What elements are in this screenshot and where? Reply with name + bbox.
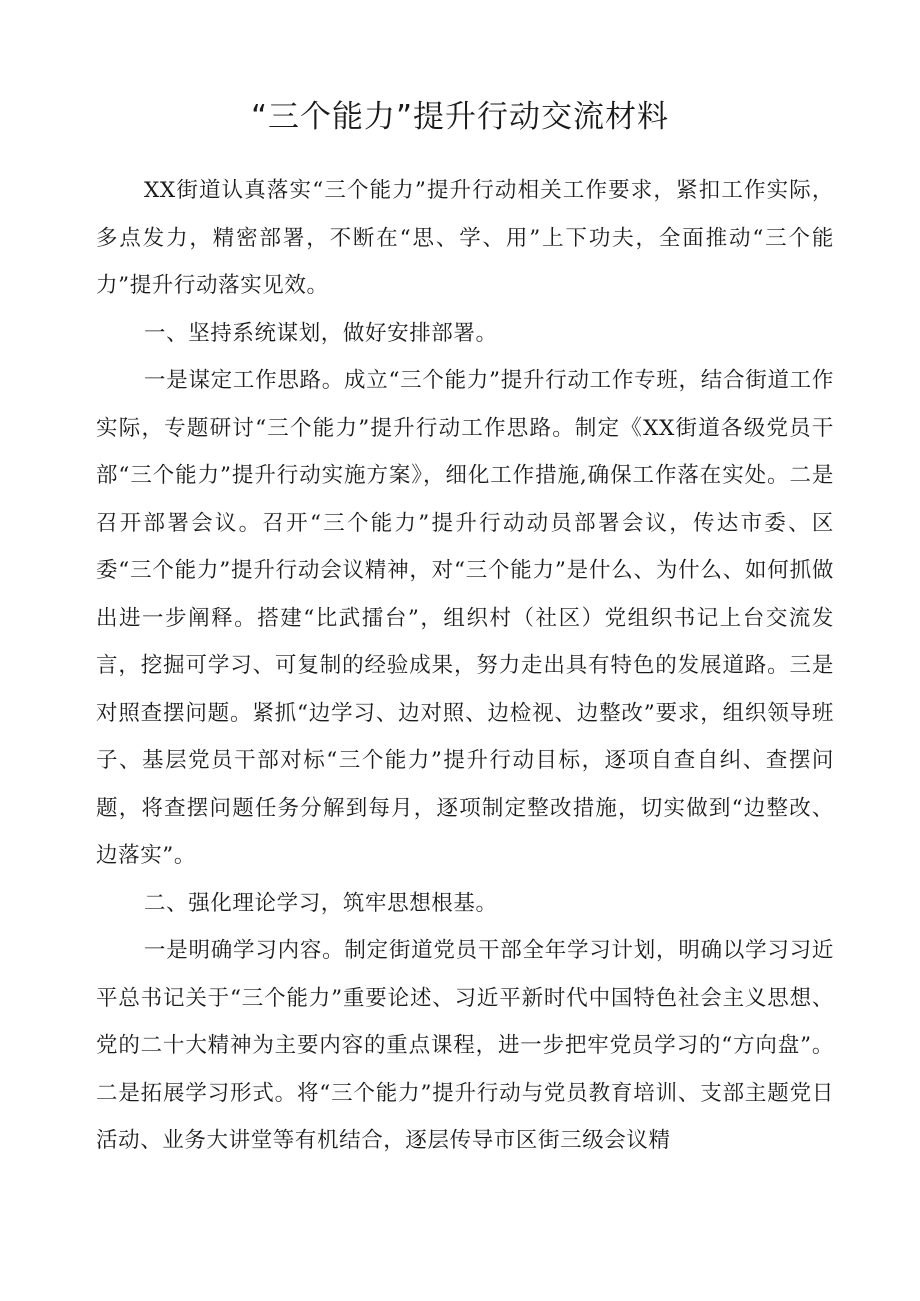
paragraph-intro: XX街道认真落实“三个能力”提升行动相关工作要求，紧扣工作实际，多点发力，精密部署，不断在“思、学、用”上下功夫，全面推动“三个能力”提升行动落实见效。	[96, 178, 834, 298]
paragraph-section-2: 一是明确学习内容。制定街道党员干部全年学习计划，明确以学习习近平总书记关于“三个能力”重要论述、习近平新时代中国特色社会主义思想、党的二十大精神为主要内容的重点课程，进一步把牢党员学习的“方向盘”。二是拓展学习形式。将“三个能力”提升行动与党员教育培训、支部主题党日活动、业务大讲堂等有机结合，逐层传导市区街三级会议精	[96, 938, 834, 1153]
document-body	[96, 167, 834, 1301]
section-heading-2: 二、强化理论学习，筑牢思想根基。	[144, 890, 498, 916]
paragraph-section-1: 一是谋定工作思路。成立“三个能力”提升行动工作专班，结合街道工作实际，专题研讨“三个能力”提升行动工作思路。制定《XX街道各级党员干部“三个能力”提升行动实施方案》，细化工作措施,确保工作落在实处。二是召开部署会议。召开“三个能力”提升行动动员部署会议，传达市委、区委“三个能力”提升行动会议精神，对“三个能力”是什么、为什么、如何抓做出进一步阐释。搭建“比武擂台”，组织村（社区）党组织书记上台交流发言，挖掘可学习、可复制的经验成果，努力走出具有特色的发展道路。三是对照查摆问题。紧抓“边学习、边对照、边检视、边整改”要求，组织领导班子、基层党员干部对标“三个能力”提升行动目标，逐项自查自纠、查摆问题，将查摆问题任务分解到每月，逐项制定整改措施，切实做到“边整改、边落实”。	[96, 368, 834, 868]
section-heading-1: 一、坚持系统谋划，做好安排部署。	[144, 320, 498, 346]
document-title: “三个能力”提升行动交流材料	[250, 99, 670, 135]
